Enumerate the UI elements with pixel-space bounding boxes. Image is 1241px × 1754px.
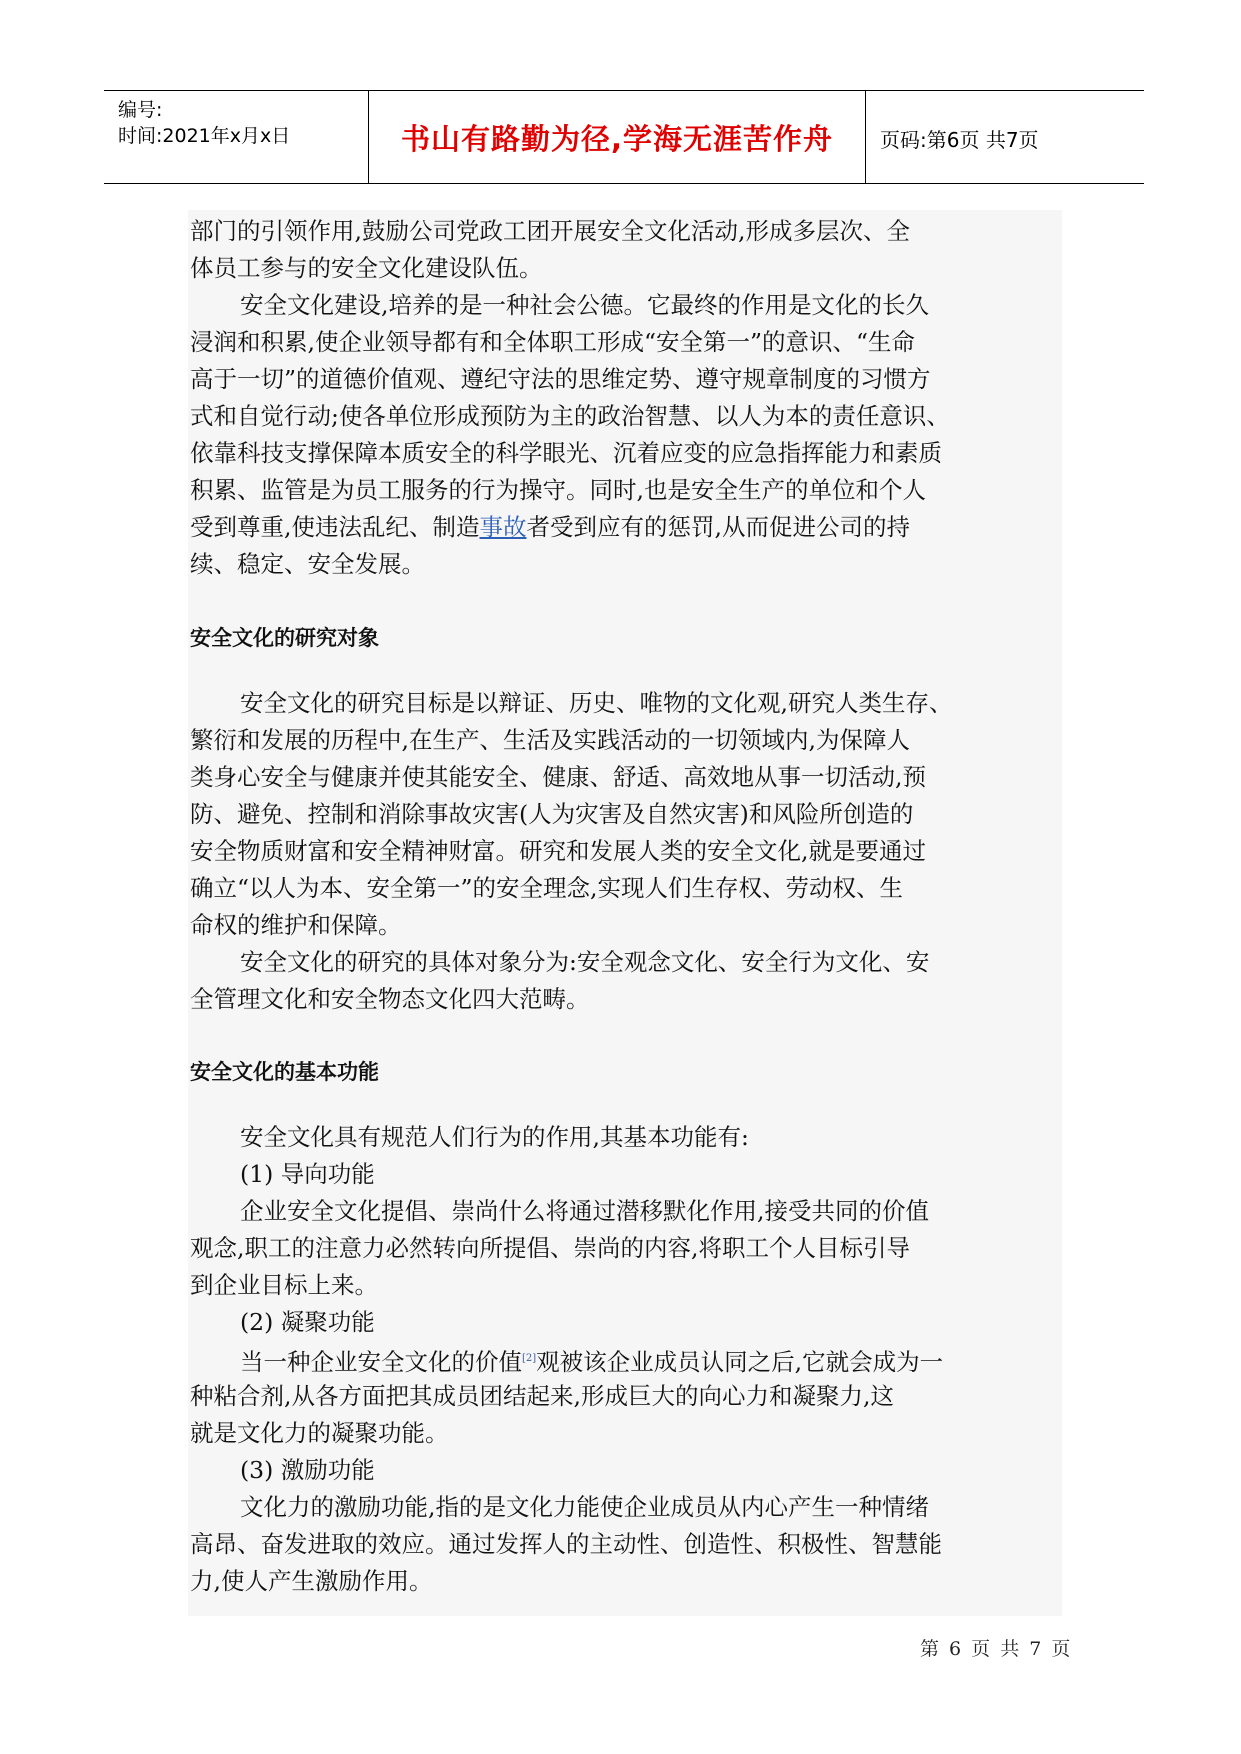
body-line: 企业安全文化提倡、崇尚什么将通过潜移默化作用,接受共同的价值 bbox=[240, 1197, 929, 1225]
body-line: 安全文化具有规范人们行为的作用,其基本功能有: bbox=[240, 1123, 749, 1151]
body-line: 繁衍和发展的历程中,在生产、生活及实践活动的一切领域内,为保障人 bbox=[190, 726, 910, 754]
body-line: 观念,职工的注意力必然转向所提倡、崇尚的内容,将职工个人目标引导 bbox=[190, 1234, 910, 1262]
body-line: 到企业目标上来。 bbox=[190, 1271, 378, 1299]
document-body bbox=[188, 210, 1062, 1616]
body-text: 者受到应有的惩罚,从而促进公司的持 bbox=[526, 513, 910, 541]
body-line: 力,使人产生激励作用。 bbox=[190, 1567, 433, 1595]
body-line: 积累、监管是为员工服务的行为操守。同时,也是安全生产的单位和个人 bbox=[190, 476, 926, 504]
body-line: 式和自觉行动;使各单位形成预防为主的政治智慧、以人为本的责任意识、 bbox=[190, 402, 950, 430]
body-line-with-citation bbox=[240, 1342, 943, 1379]
body-line: 全管理文化和安全物态文化四大范畴。 bbox=[190, 985, 590, 1013]
body-text: 受到尊重,使违法乱纪、制造 bbox=[190, 513, 480, 541]
body-line: 浸润和积累,使企业领导都有和全体职工形成“安全第一”的意识、“生命 bbox=[190, 328, 916, 356]
section-heading-basic-functions: 安全文化的基本功能 bbox=[190, 1060, 379, 1084]
body-line: 防、避免、控制和消除事故灾害(人为灾害及自然灾害)和风险所创造的 bbox=[190, 800, 914, 828]
document-time-label: 时间:2021年x月x日 bbox=[118, 125, 291, 147]
body-line: 依靠科技支撑保障本质安全的科学眼光、沉着应变的应急指挥能力和素质 bbox=[190, 439, 942, 467]
header-motto: 书山有路勤为径,学海无涯苦作舟 bbox=[400, 122, 834, 156]
body-line: 高于一切”的道德价值观、遵纪守法的思维定势、遵守规章制度的习惯方 bbox=[190, 365, 931, 393]
header-page-indicator: 页码:第6页 共7页 bbox=[880, 128, 1039, 152]
header-page-cell bbox=[866, 91, 1144, 183]
body-line-with-link bbox=[190, 510, 910, 544]
header-left-cell bbox=[104, 91, 369, 183]
page-footer: 第 6 页 共 7 页 bbox=[920, 1638, 1073, 1660]
page-header bbox=[104, 90, 1144, 184]
body-line: 安全文化的研究目标是以辩证、历史、唯物的文化观,研究人类生存、 bbox=[240, 689, 953, 717]
list-item-title: (3) 激励功能 bbox=[240, 1456, 375, 1484]
body-line: 高昂、奋发进取的效应。通过发挥人的主动性、创造性、积极性、智慧能 bbox=[190, 1530, 942, 1558]
section-heading-research-object: 安全文化的研究对象 bbox=[190, 626, 379, 650]
body-line: 类身心安全与健康并使其能安全、健康、舒适、高效地从事一切活动,预 bbox=[190, 763, 926, 791]
body-line: 文化力的激励功能,指的是文化力能使企业成员从内心产生一种情绪 bbox=[240, 1493, 929, 1521]
body-line: 安全物质财富和安全精神财富。研究和发展人类的安全文化,就是要通过 bbox=[190, 837, 926, 865]
body-line: 续、稳定、安全发展。 bbox=[190, 550, 425, 578]
body-text: 当一种企业安全文化的价值 bbox=[240, 1347, 522, 1376]
list-item-title: (1) 导向功能 bbox=[240, 1160, 375, 1188]
body-text: 观被该企业成员认同之后,它就会成为一 bbox=[536, 1347, 944, 1376]
body-line: 确立“以人为本、安全第一”的安全理念,实现人们生存权、劳动权、生 bbox=[190, 874, 903, 902]
body-line: 部门的引领作用,鼓励公司党政工团开展安全文化活动,形成多层次、全 bbox=[190, 217, 910, 245]
body-line: 安全文化建设,培养的是一种社会公德。它最终的作用是文化的长久 bbox=[240, 291, 929, 319]
document-number-label: 编号: bbox=[118, 99, 163, 121]
citation-link[interactable]: [2] bbox=[522, 1353, 537, 1364]
body-line: 命权的维护和保障。 bbox=[190, 911, 402, 939]
body-line: 就是文化力的凝聚功能。 bbox=[190, 1419, 449, 1447]
list-item-title: (2) 凝聚功能 bbox=[240, 1308, 375, 1336]
header-motto-cell bbox=[369, 91, 866, 183]
body-line: 种粘合剂,从各方面把其成员团结起来,形成巨大的向心力和凝聚力,这 bbox=[190, 1382, 894, 1410]
accident-link[interactable]: 事故 bbox=[479, 513, 527, 541]
body-line: 体员工参与的安全文化建设队伍。 bbox=[190, 254, 543, 282]
body-line: 安全文化的研究的具体对象分为:安全观念文化、安全行为文化、安 bbox=[240, 948, 930, 976]
